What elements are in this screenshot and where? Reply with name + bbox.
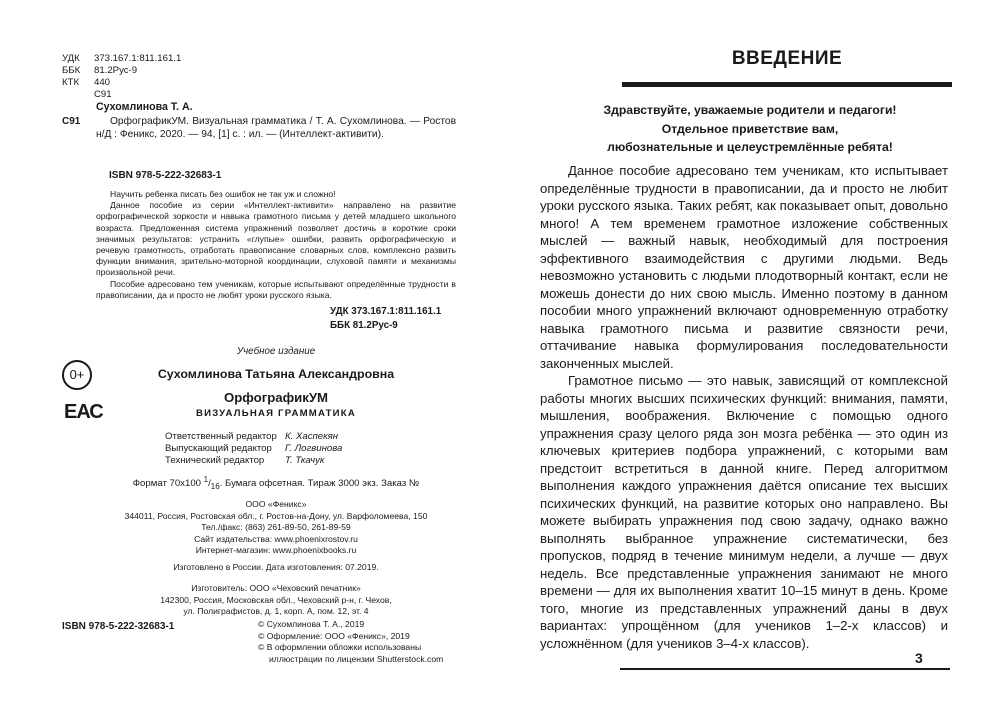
section-title: ВВЕДЕНИЕ [731, 48, 843, 69]
publisher-line: Сайт издательства: www.phoenixrostov.ru [194, 533, 358, 544]
intro-text [540, 162, 948, 652]
udk-bottom: УДК 373.167.1:811.161.1 [330, 306, 442, 317]
age-rating-text: 0+ [69, 367, 85, 382]
eac-mark: ЕАС [64, 401, 103, 423]
author-sign-value: С91 [94, 89, 112, 100]
page-number: 3 [915, 650, 923, 666]
edition-type: Учебное издание [236, 346, 316, 357]
ktk-value: 440 [94, 77, 111, 88]
copyright-line: © Оформление: ООО «Феникс», 2019 [258, 630, 410, 641]
book-subtitle: ВИЗУАЛЬНАЯ ГРАММАТИКА [196, 408, 356, 419]
credit-name: Г. Логвинова [285, 443, 343, 454]
intro-paragraph-1: Данное пособие адресовано тем ученикам, кто испытывает определённые трудности в правописании, да и просто не любит уроки русского языка. Таких ребят, как показывает опыт, довольно много! А тем временем грамотное изложение собственных мыслей — важный навык, необходимый для построения эффективного взаимодействия с другими людьми. Ведь невозможно установить с людьми плодотворный контакт, если не можешь донести до них свою мысль. Именно поэтому в данном пособии много упражнений включают одновременную отработку навыка грамотного письма и развитие связности речи, оттачивание навыка формулирования последовательности законченных мыслей. [540, 163, 948, 371]
copyright-line: иллюстрации по лицензии Shutterstock.com [269, 653, 444, 664]
copyright-line: © В оформлении обложки использованы [258, 642, 422, 653]
publisher-line: Тел./факс: (863) 261-89-50, 261-89-59 [201, 522, 351, 533]
classification-block [62, 53, 262, 101]
printer-line: Изготовитель: ООО «Чеховский печатник» [191, 583, 361, 593]
author-full: Сухомлинова Татьяна Александровна [157, 367, 395, 381]
annotation-line-3: Пособие адресовано тем ученикам, которые испытывают определённые трудности в правописании, да и просто не любят уроки русского языка. [96, 278, 456, 300]
print-format: Формат 70х100 $^1/_{16}$. Бумага офсетная. Тираж 3000 экз. Заказ № [132, 475, 420, 492]
bbk-bottom: ББК 81.2Рус-9 [330, 320, 398, 331]
credit-row [165, 431, 425, 443]
author-sign-row [62, 89, 262, 101]
author-heading: Сухомлинова Т. А. [96, 101, 193, 113]
udk-row [62, 53, 262, 65]
bbk-value: 81.2Рус-9 [94, 65, 138, 76]
udk-label: УДК [62, 53, 80, 64]
format-rest: . Бумага офсетная. Тираж 3000 экз. Заказ № [219, 478, 420, 490]
copyright-block [258, 619, 478, 665]
publisher-info [96, 499, 456, 557]
book-title: ОрфографикУМ [223, 390, 329, 405]
annotation-line-1: Научить ребенка писать без ошибок не так уж и сложно! [110, 189, 336, 199]
credit-role: Выпускающий редактор [165, 443, 272, 454]
ktk-row [62, 77, 262, 89]
annotation [96, 189, 456, 301]
credit-role: Технический редактор [165, 455, 265, 466]
greeting-3: любознательные и целеустремлённые ребята! [607, 140, 893, 154]
bibliographic-entry: ОрфографикУМ. Визуальная грамматика / Т. А. Сухомлинова. — Ростов н/Д : Феникс, 2020. — 94, [1] с. : ил. — (Интеллект-активити). [96, 116, 456, 141]
intro-paragraph-2: Грамотное письмо — это навык, зависящий от комплексной работы многих высших психических функций: внимания, памяти, мышления, воображения. Включение с помощью одного упражнения сразу целого ряда зон мозга ребёнка — это один из ключевых критериев подбора упражнений, с которыми вам предстоит встретиться в данной книге. Перед алгоритмом выполнения каждого упражнения даётся описание тех высших психических функций, на развитие которых оно направлено. Вы можете выбирать упражнения под свою задачу, однако важно выполнять выбранное упражнение систематически, без пропусков, подряд в течение минимум недели, а лучше — двух недель. Все представленные упражнения занимают не много времени — для их выполнения хватит 10–15 минут в день. Кроме того, многие из представленных упражнений даны в двух вариантах: упрощённом (для учеников 1–2-х классов) и усложнённом (для учеников 3–4-х классов). [540, 373, 948, 651]
printer-info [96, 583, 456, 618]
copyright-line: © Сухомлинова Т. А., 2019 [258, 619, 365, 629]
section-title-bar [622, 46, 952, 87]
format-denominator: 16 [210, 482, 220, 492]
credit-name: К. Хаспекян [285, 431, 339, 442]
isbn-top: ISBN 978-5-222-32683-1 [109, 170, 222, 181]
greeting-1: Здравствуйте, уважаемые родители и педагоги! [603, 103, 897, 117]
udk-value: 373.167.1:811.161.1 [94, 53, 182, 64]
printer-line: 142300, Россия, Московская обл., Чеховский р-н, г. Чехов, [160, 594, 392, 605]
greeting-2: Отдельное приветствие вам, [661, 122, 839, 136]
publisher-line: 344011, Россия, Ростовская обл., г. Ростов-на-Дону, ул. Варфоломеева, 150 [124, 510, 428, 521]
bbk-label: ББК [62, 65, 81, 76]
format-text: Формат 70х100 [132, 478, 204, 490]
credit-role: Ответственный редактор [165, 431, 277, 442]
credit-row [165, 443, 425, 455]
credits [165, 431, 425, 467]
printer-line: ул. Полиграфистов, д. 1, корп. А, пом. 12, эт. 4 [183, 606, 369, 617]
footer-rule [620, 668, 950, 670]
isbn-bottom: ISBN 978-5-222-32683-1 [62, 621, 175, 632]
credit-row [165, 455, 425, 467]
ktk-label: КТК [62, 77, 80, 88]
credit-name: Т. Ткачук [285, 455, 325, 466]
annotation-line-2: Данное пособие из серии «Интеллект-активити» направлено на развитие орфографической зоркости и навыка грамотного письма у детей младшего школьного возраста. Предложенная система упражнений позволяет достичь в короткие сроки значимых результатов: устранить «глупые» ошибки, развить орфографическую и речевую грамотность, отработать правописание словарных слов, комплексно развить функции внимания, зрительно-моторной координации, слуховой памяти и механизмы произвольной речи. [96, 200, 456, 278]
made-in-russia: Изготовлено в России. Дата изготовления: 07.2019. [173, 562, 379, 572]
age-rating-mark [62, 360, 92, 390]
format-numerator: 1 [203, 475, 209, 484]
publisher-line: Интернет-магазин: www.phoenixbooks.ru [195, 545, 357, 556]
bbk-row [62, 65, 262, 77]
publisher-line: ООО «Феникс» [245, 499, 307, 509]
card-code: С91 [62, 116, 81, 127]
